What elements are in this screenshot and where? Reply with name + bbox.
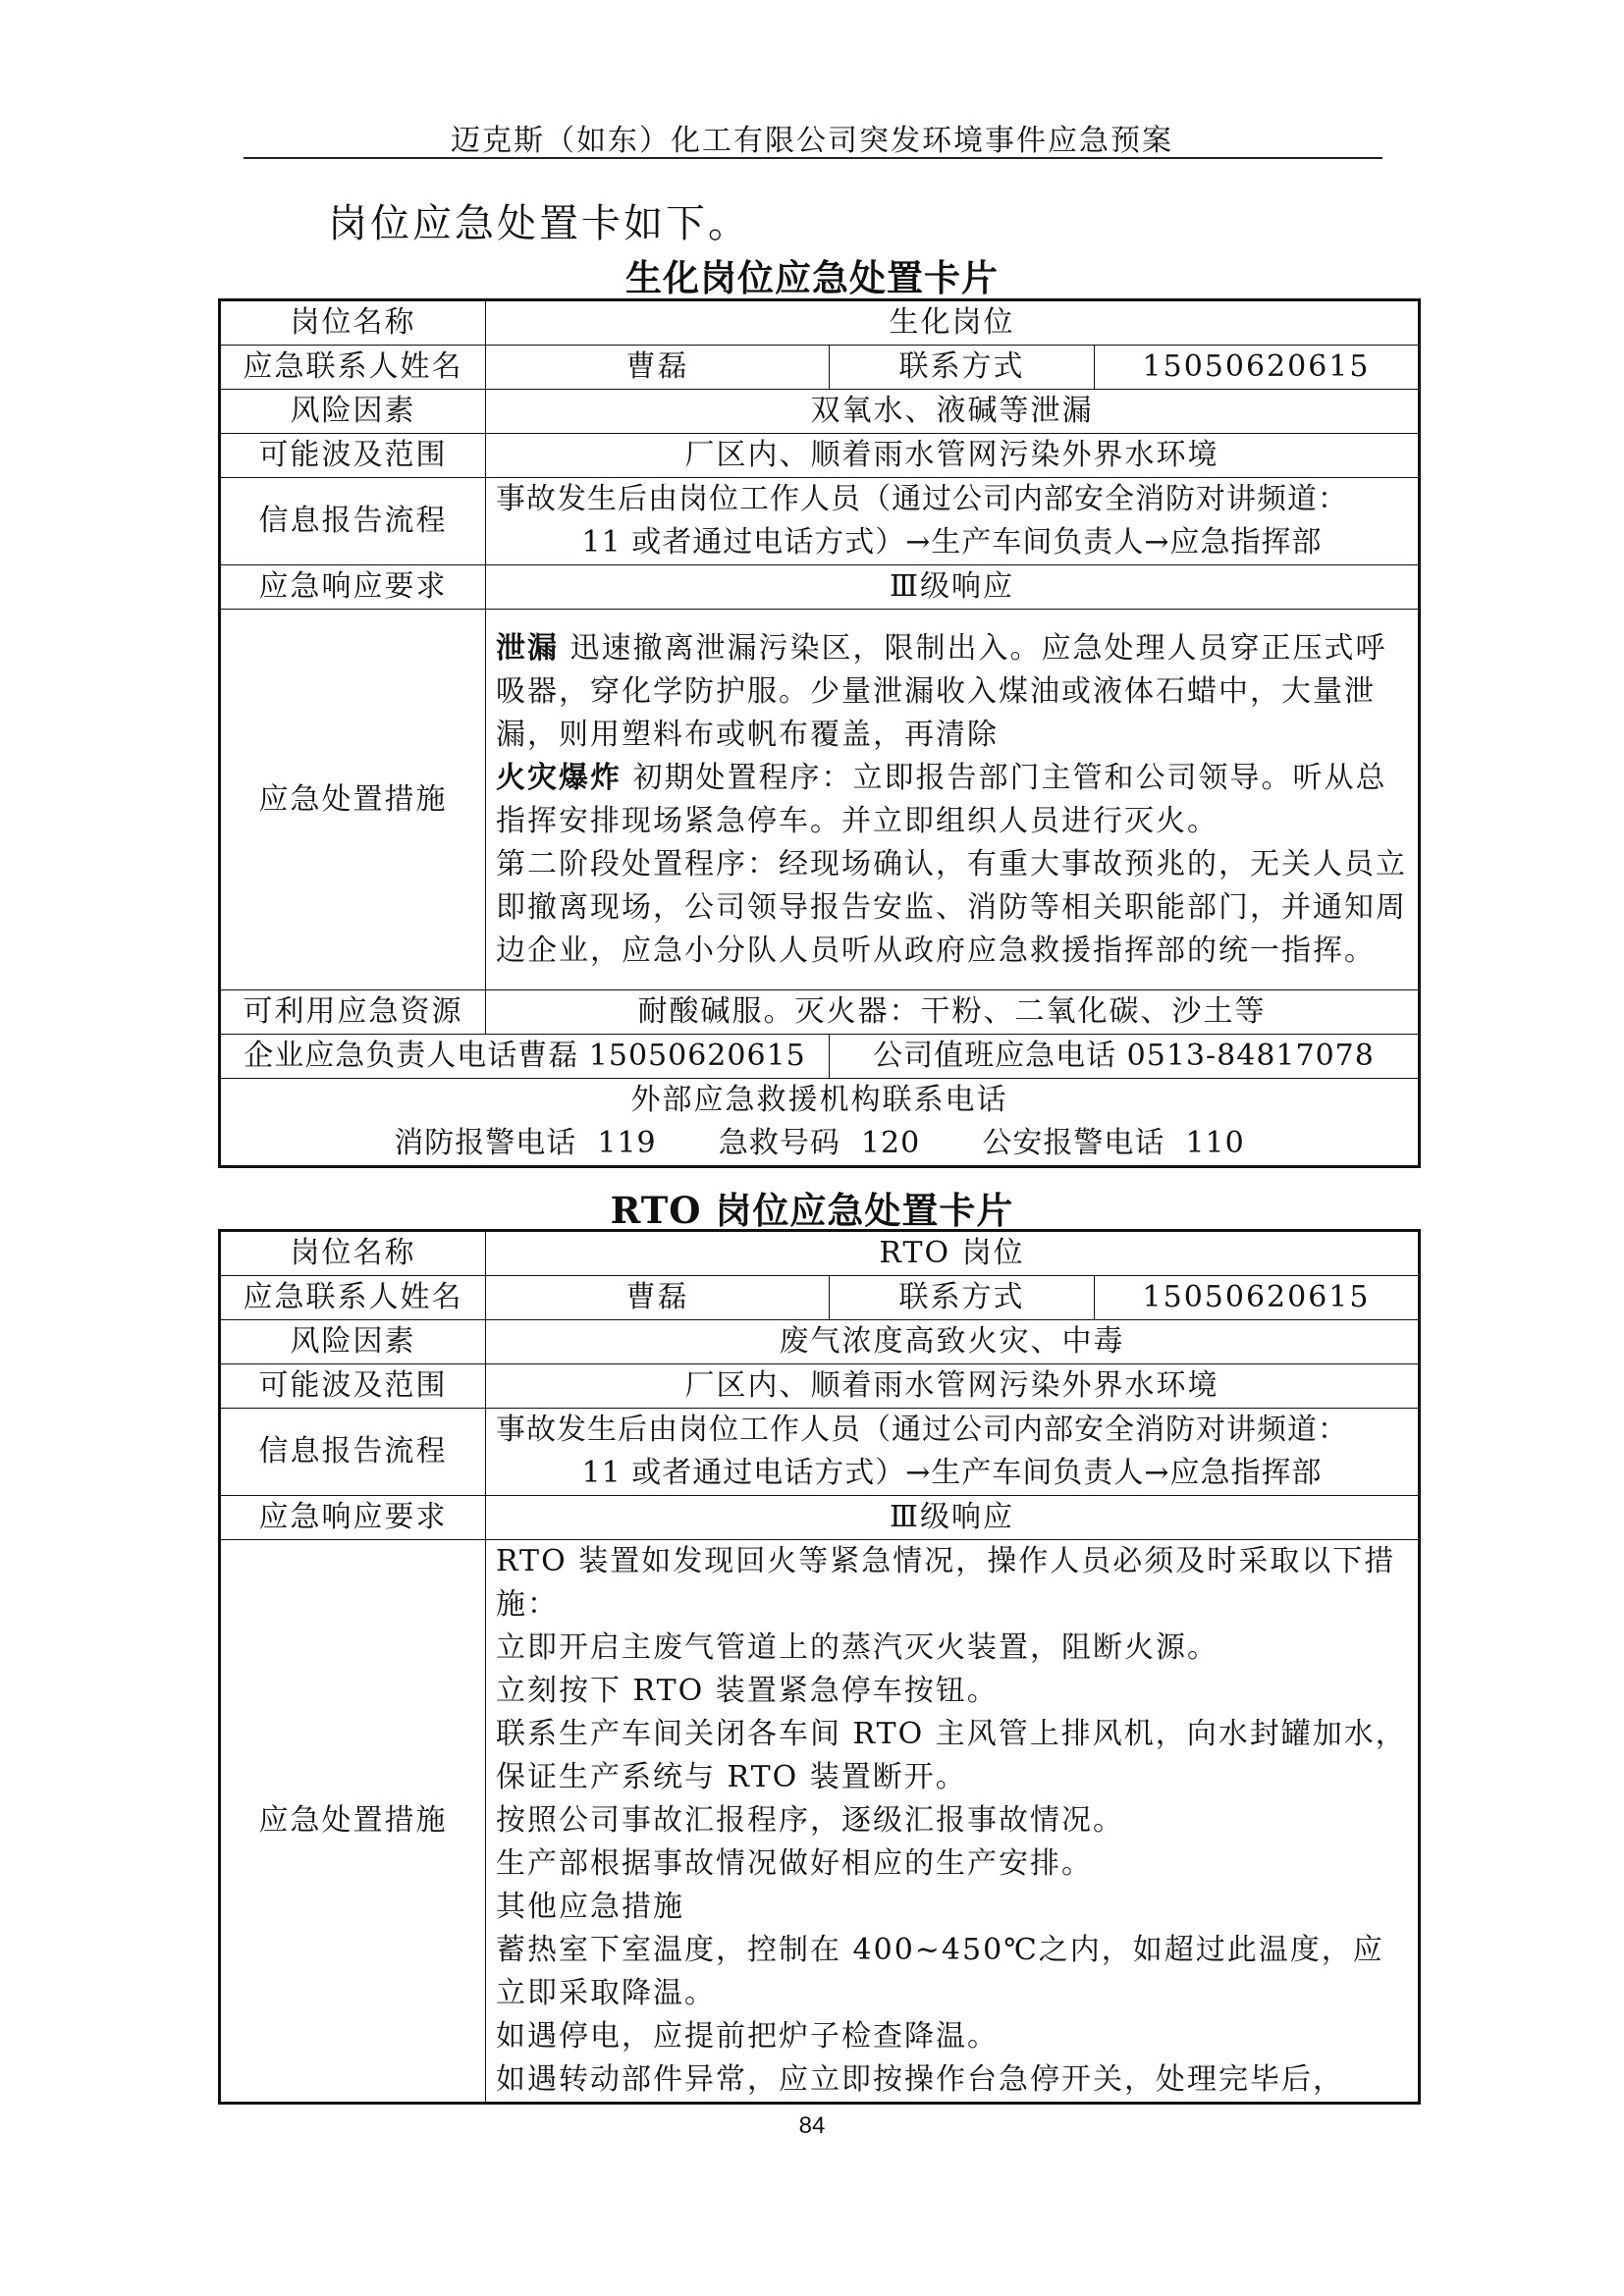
card1-post-label: 岗位名称 [220, 300, 486, 346]
card1-response-label: 应急响应要求 [220, 565, 486, 610]
card1-post-value: 生化岗位 [486, 300, 1420, 346]
card1-fire-text: 初期处置程序：立即报告部门主管和公司领导。听从总指挥安排现场紧急停车。并立即组织人员进行灭火。 [496, 760, 1387, 838]
card1-report-label: 信息报告流程 [220, 478, 486, 565]
card1-scope-label: 可能波及范围 [220, 434, 486, 478]
card2-measure-item: 按照公司事故汇报程序，逐级汇报事故情况。 [496, 1803, 1124, 1838]
card1-contact-method-label: 联系方式 [830, 346, 1095, 390]
card1-row-post [220, 300, 1420, 346]
card1-measures-label: 应急处置措施 [220, 610, 486, 990]
card1-table [218, 298, 1421, 1168]
card1-row-scope [220, 434, 1420, 478]
card1-resources-label: 可利用应急资源 [220, 990, 486, 1035]
card2-report-label: 信息报告流程 [220, 1409, 486, 1496]
card2-risk-label: 风险因素 [220, 1320, 486, 1364]
card1-scope-value: 厂区内、顺着雨水管网污染外界水环境 [486, 434, 1420, 478]
card1-leak-text: 迅速撤离泄漏污染区，限制出入。应急处理人员穿正压式呼吸器，穿化学防护服。少量泄漏收入煤油或液体石蜡中，大量泄漏，则用塑料布或帆布覆盖，再清除 [496, 630, 1387, 752]
card2-row-risk [220, 1320, 1420, 1364]
card1-report-line1: 事故发生后由岗位工作人员（通过公司内部安全消防对讲频道： [496, 482, 1348, 516]
card1-contact-name: 曹磊 [486, 346, 830, 390]
page-number: 84 [798, 2112, 826, 2139]
card2-row-contact [220, 1276, 1420, 1320]
card1-row-phones [220, 1035, 1420, 1079]
card2-measure-item: 立刻按下 RTO 装置紧急停车按钮。 [496, 1674, 999, 1708]
card2-post-label: 岗位名称 [220, 1231, 486, 1276]
card2-post-value: RTO 岗位 [486, 1231, 1420, 1276]
card1-leak-paragraph [496, 627, 1408, 757]
card1-row-response [220, 565, 1420, 610]
card2-measures-label: 应急处置措施 [220, 1540, 486, 2104]
card2-response-label: 应急响应要求 [220, 1496, 486, 1540]
card2-row-report [220, 1409, 1420, 1496]
card1-report-line2: 11 或者通过电话方式）→生产车间负责人→应急指挥部 [581, 525, 1323, 560]
card2-measure-item: 生产部根据事故情况做好相应的生产安排。 [496, 1846, 1093, 1881]
card2-row-scope [220, 1364, 1420, 1409]
card1-leader-phone: 企业应急负责人电话曹磊 15050620615 [220, 1035, 830, 1079]
card1-leak-head: 泄漏 [496, 630, 559, 666]
card2-title: RTO 岗位应急处置卡片 [610, 1189, 1014, 1232]
card2-table [218, 1229, 1421, 2105]
card2-response-value: Ⅲ级响应 [486, 1496, 1420, 1540]
intro-text: 岗位应急处置卡如下。 [328, 201, 750, 246]
card2-contact-method-label: 联系方式 [830, 1276, 1095, 1320]
card2-contact-phone: 15050620615 [1095, 1276, 1420, 1320]
card2-measures-value [486, 1540, 1420, 2104]
card2-scope-label: 可能波及范围 [220, 1364, 486, 1409]
header-rule [244, 157, 1382, 159]
card2-measure-item: 其他应急措施 [496, 1890, 684, 1924]
card1-duty-phone: 公司值班应急电话 0513-84817078 [830, 1035, 1420, 1079]
card2-measure-item: 蓄热室下室温度，控制在 400~450℃之内，如超过此温度，应立即采取降温。 [496, 1933, 1384, 2010]
document-header: 迈克斯（如东）化工有限公司突发环境事件应急预案 [451, 124, 1173, 158]
card2-row-measures [220, 1540, 1420, 2104]
card1-contact-phone: 15050620615 [1095, 346, 1420, 390]
card1-resources-value: 耐酸碱服。灭火器：干粉、二氧化碳、沙土等 [486, 990, 1420, 1035]
card1-risk-label: 风险因素 [220, 390, 486, 434]
card2-contact-label: 应急联系人姓名 [220, 1276, 486, 1320]
card1-title: 生化岗位应急处置卡片 [625, 256, 999, 299]
card1-row-resources [220, 990, 1420, 1035]
card2-report-value [486, 1409, 1420, 1496]
card1-row-risk [220, 390, 1420, 434]
card1-report-value [486, 478, 1420, 565]
card2-measure-item: RTO 装置如发现回火等紧急情况，操作人员必须及时采取以下措施： [496, 1544, 1396, 1622]
card2-measure-item: 联系生产车间关闭各车间 RTO 主风管上排风机，向水封罐加水，保证生产系统与 RTO 装置断开。 [496, 1717, 1407, 1794]
card1-row-external [220, 1079, 1420, 1167]
card1-contact-label: 应急联系人姓名 [220, 346, 486, 390]
card2-row-post [220, 1231, 1420, 1276]
card2-measure-item: 如遇停电，应提前把炉子检查降温。 [496, 2019, 999, 2054]
card2-scope-value: 厂区内、顺着雨水管网污染外界水环境 [486, 1364, 1420, 1409]
card2-row-response [220, 1496, 1420, 1540]
card2-measure-item: 如遇转动部件异常，应立即按操作台急停开关，处理完毕后， [496, 2062, 1344, 2097]
card1-fire-paragraph [496, 757, 1408, 843]
card2-report-line2: 11 或者通过电话方式）→生产车间负责人→应急指挥部 [581, 1456, 1323, 1490]
card1-row-contact [220, 346, 1420, 390]
card1-row-measures [220, 610, 1420, 990]
card1-risk-value: 双氧水、液碱等泄漏 [486, 390, 1420, 434]
card2-risk-value: 废气浓度高致火灾、中毒 [486, 1320, 1420, 1364]
card1-external [220, 1079, 1420, 1167]
card2-report-line1: 事故发生后由岗位工作人员（通过公司内部安全消防对讲频道： [496, 1413, 1348, 1447]
card1-stage2-paragraph: 第二阶段处置程序：经现场确认，有重大事故预兆的，无关人员立即撤离现场，公司领导报告安监、消防等相关职能部门，并通知周边企业，应急小分队人员听从政府应急救援指挥部的统一指挥。 [496, 846, 1407, 968]
card1-external-title: 外部应急救援机构联系电话 [630, 1083, 1008, 1117]
card1-fire-head: 火灾爆炸 [496, 760, 622, 795]
card1-external-phones: 消防报警电话 119 急救号码 120 公安报警电话 110 [394, 1126, 1245, 1160]
card2-contact-name: 曹磊 [486, 1276, 830, 1320]
card1-row-report [220, 478, 1420, 565]
card1-measures-value [486, 610, 1420, 990]
card2-measure-item: 立即开启主废气管道上的蒸汽灭火装置，阻断火源。 [496, 1630, 1218, 1665]
card1-response-value: Ⅲ级响应 [486, 565, 1420, 610]
